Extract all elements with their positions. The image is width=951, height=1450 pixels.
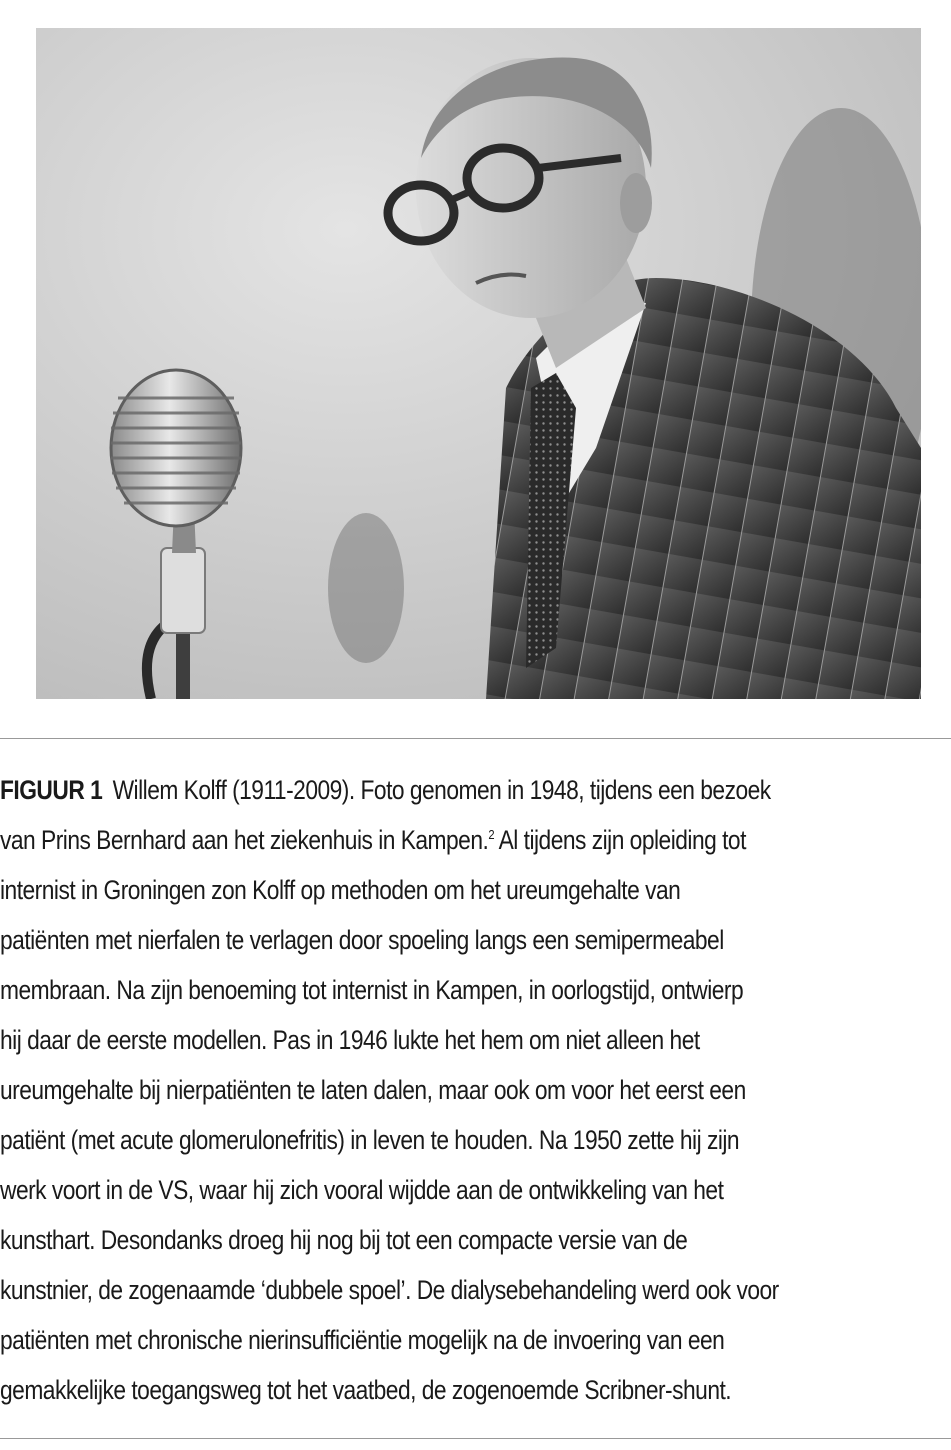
caption-line-11: kunstnier, de zogenaamde ‘dubbele spoel’. De dialysebehandeling werd ook voor bbox=[0, 1275, 779, 1305]
caption-line-13: gemakkelijke toegangsweg tot het vaatbed, de zogenoemde Scribner-shunt. bbox=[0, 1375, 732, 1405]
caption-line-7: ureumgehalte bij nierpatiënten te laten dalen, maar ook om voor het eerst een bbox=[0, 1075, 746, 1105]
figure-caption bbox=[0, 765, 951, 1415]
footnote-reference: 2 bbox=[488, 827, 495, 842]
caption-line-4: patiënten met nierfalen te verlagen door spoeling langs een semipermeabel bbox=[0, 925, 724, 955]
figure-label: FIGUUR 1 bbox=[0, 775, 103, 805]
caption-line-8: patiënt (met acute glomerulonefritis) in leven te houden. Na 1950 zette hij zijn bbox=[0, 1125, 740, 1155]
caption-line-2: van Prins Bernhard aan het ziekenhuis in Kampen.$^2$ Al tijdens zijn opleiding tot bbox=[0, 825, 746, 855]
caption-line-1: FIGUUR 1 Willem Kolff (1911-2009). Foto genomen in 1948, tijdens een bezoek bbox=[0, 775, 771, 805]
caption-line-3: internist in Groningen zon Kolff op methoden om het ureumgehalte van bbox=[0, 875, 681, 905]
caption-line-12: patiënten met chronische nierinsufficiëntie mogelijk na de invoering van een bbox=[0, 1325, 725, 1355]
caption-line-5: membraan. Na zijn benoeming tot internist in Kampen, in oorlogstijd, ontwierp bbox=[0, 975, 744, 1005]
caption-bottom-rule bbox=[0, 1438, 951, 1439]
photo-illustration bbox=[36, 28, 921, 699]
figure-photo bbox=[36, 28, 921, 699]
caption-top-rule bbox=[0, 738, 951, 739]
caption-line-9: werk voort in de VS, waar hij zich vooral wijdde aan de ontwikkeling van het bbox=[0, 1175, 724, 1205]
caption-line-6: hij daar de eerste modellen. Pas in 1946 lukte het hem om niet alleen het bbox=[0, 1025, 700, 1055]
caption-line-10: kunsthart. Desondanks droeg hij nog bij tot een compacte versie van de bbox=[0, 1225, 688, 1255]
